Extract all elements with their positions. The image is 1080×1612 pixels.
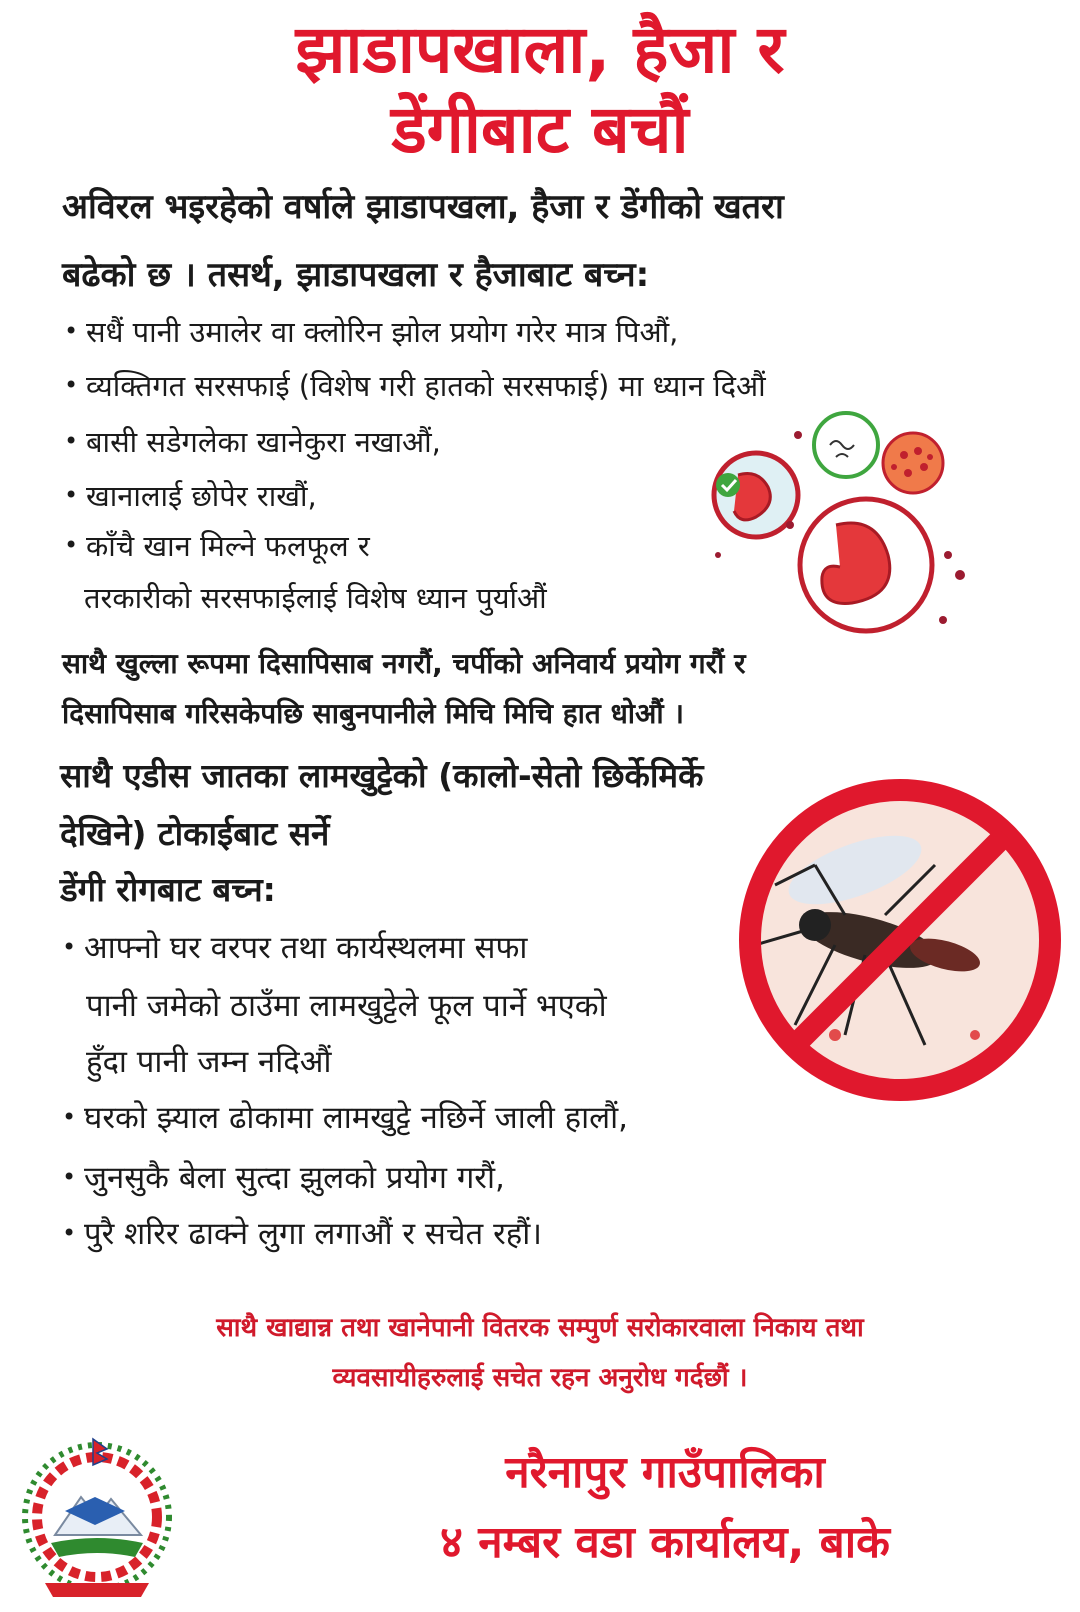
cholera-tip	[64, 422, 441, 461]
stomach-germs-illustration	[698, 405, 978, 645]
bullet-icon: •	[64, 317, 79, 345]
poster-title-line-1: झाडापखाला, हैजा र	[295, 11, 785, 88]
cholera-tip	[64, 366, 766, 405]
bullet-icon: •	[64, 427, 79, 455]
government-emblem	[15, 1425, 180, 1603]
bullet-icon: •	[64, 481, 79, 509]
dengue-tip-text: घरको झ्याल ढोकामा लामखुट्टे नछिर्ने जाली हालौं,	[84, 1100, 629, 1136]
bullet-icon: •	[62, 1163, 77, 1191]
cholera-tip-text: काँचै खान मिल्ने फलफूल र	[86, 529, 370, 563]
cholera-tip-continued: तरकारीको सरसफाईलाई विशेष ध्यान पुर्याऔं	[84, 581, 547, 615]
intro-line-2: बढेको छ । तसर्थ, झाडापखला र हैजाबाट बच्न:	[62, 255, 650, 295]
dengue-tip-text: आफ्नो घर वरपर तथा कार्यस्थलमा सफा	[84, 930, 528, 966]
dengue-tip	[62, 1096, 628, 1138]
dengue-tip-text: जुनसुकै बेला सुत्दा झुलको प्रयोग गरौं,	[84, 1160, 505, 1196]
dengue-tip	[62, 1212, 542, 1254]
dengue-intro-line-3: डेंगी रोगबाट बच्न:	[60, 870, 276, 909]
dengue-tip	[62, 1156, 505, 1198]
cholera-tip	[64, 476, 317, 515]
no-mosquito-icon	[735, 775, 1065, 1105]
cholera-tip	[64, 526, 370, 565]
bullet-icon: •	[62, 1219, 77, 1247]
bullet-icon: •	[64, 531, 79, 559]
cholera-tip-text: सधैं पानी उमालेर वा क्लोरिन झोल प्रयोग गरेर मात्र पिऔं,	[86, 315, 679, 349]
cholera-tip-text: व्यक्तिगत सरसफाई (विशेष गरी हातको सरसफाई) मा ध्यान दिऔं	[86, 369, 766, 403]
appeal-line-1: साथै खाद्यान्न तथा खानेपानी वितरक सम्पुर्ण सरोकारवाला निकाय तथा	[216, 1313, 864, 1343]
dengue-tip-text: पुरै शरिर ढाक्ने लुगा लगाऔं र सचेत रहौं।	[84, 1216, 542, 1252]
poster-title-line-2: डेंगीबाट बचौं	[391, 91, 689, 168]
dengue-tip-continued: हुँदा पानी जम्न नदिऔं	[86, 1044, 332, 1080]
footer-line-2: ४ नम्बर वडा कार्यालय, बाके	[440, 1517, 890, 1568]
dengue-intro-line-2: देखिने) टोकाईबाट सर्ने	[60, 814, 330, 853]
cholera-tip	[64, 312, 678, 351]
dengue-tip-continued: पानी जमेको ठाउँमा लामखुट्टेले फूल पार्ने भएको	[86, 988, 607, 1024]
bullet-icon: •	[64, 371, 79, 399]
bullet-icon: •	[62, 1103, 77, 1131]
appeal-line-2: व्यवसायीहरुलाई सचेत रहन अनुरोध गर्दछौं ।	[332, 1363, 748, 1393]
intro-line-1: अविरल भइरहेको वर्षाले झाडापखला, हैजा र डेंगीको खतरा	[62, 187, 784, 227]
footer-line-1: नरैनापुर गाउँपालिका	[505, 1447, 825, 1498]
dengue-intro-line-1: साथै एडीस जातका लामखुट्टेको (कालो-सेतो छिर्केमिर्के	[60, 756, 704, 795]
sanitation-line-1: साथै खुल्ला रूपमा दिसापिसाब नगरौं, चर्पीको अनिवार्य प्रयोग गरौं र	[62, 647, 746, 680]
sanitation-line-2: दिसापिसाब गरिसकेपछि साबुनपानीले मिचि मिचि हात धोऔं ।	[62, 697, 685, 730]
dengue-tip	[62, 926, 527, 968]
cholera-tip-text: बासी सडेगलेका खानेकुरा नखाऔं,	[86, 425, 441, 459]
cholera-tip-text: खानालाई छोपेर राखौं,	[86, 479, 317, 513]
bullet-icon: •	[62, 933, 77, 961]
